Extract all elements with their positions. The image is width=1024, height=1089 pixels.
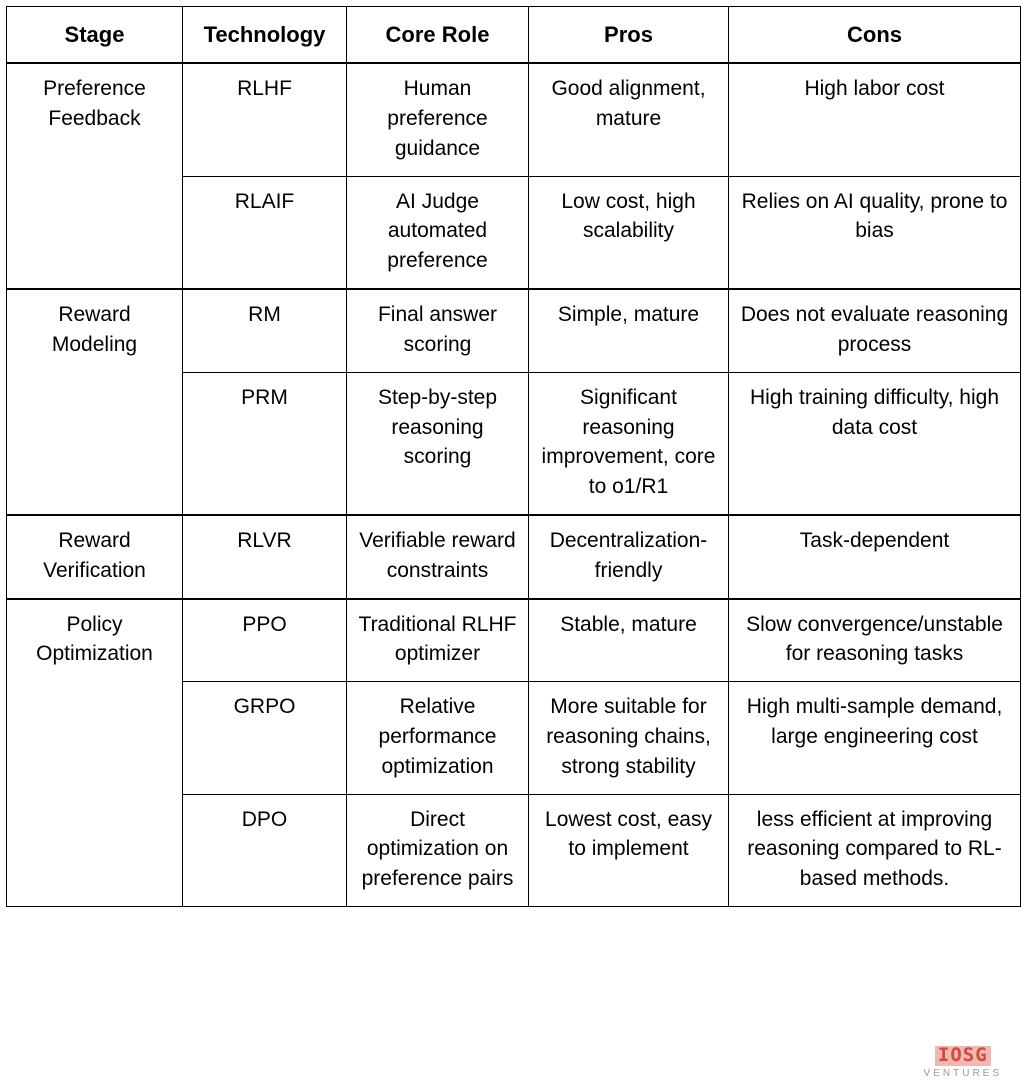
cell-core-role: AI Judge automated preference: [347, 176, 529, 289]
cell-pros: More suitable for reasoning chains, strong stability: [529, 682, 729, 794]
cell-technology: RLAIF: [183, 176, 347, 289]
cell-stage: Reward Modeling: [7, 289, 183, 515]
watermark-logo: [924, 1046, 1002, 1079]
cell-technology: RM: [183, 289, 347, 372]
cell-core-role: Relative performance optimization: [347, 682, 529, 794]
cell-core-role: Direct optimization on preference pairs: [347, 794, 529, 906]
cell-core-role: Verifiable reward constraints: [347, 515, 529, 599]
column-header-stage: Stage: [7, 7, 183, 64]
cell-technology: RLVR: [183, 515, 347, 599]
cell-cons: Slow convergence/unstable for reasoning tasks: [729, 599, 1021, 682]
cell-stage: Preference Feedback: [7, 63, 183, 289]
cell-cons: less efficient at improving reasoning compared to RL-based methods.: [729, 794, 1021, 906]
cell-pros: Lowest cost, easy to implement: [529, 794, 729, 906]
cell-core-role: Human preference guidance: [347, 63, 529, 176]
column-header-technology: Technology: [183, 7, 347, 64]
cell-pros: Significant reasoning improvement, core to o1/R1: [529, 372, 729, 515]
table-header: [7, 7, 1021, 64]
cell-cons: High multi-sample demand, large engineering cost: [729, 682, 1021, 794]
table-row: [7, 599, 1021, 682]
watermark-logo-subtitle: VENTURES: [923, 1068, 1002, 1079]
cell-pros: Decentralization-friendly: [529, 515, 729, 599]
table-body: [7, 63, 1021, 906]
table-row: [7, 515, 1021, 599]
table-row: [7, 289, 1021, 372]
cell-stage: Policy Optimization: [7, 599, 183, 907]
cell-technology: GRPO: [183, 682, 347, 794]
cell-technology: PRM: [183, 372, 347, 515]
cell-cons: Does not evaluate reasoning process: [729, 289, 1021, 372]
cell-cons: Task-dependent: [729, 515, 1021, 599]
column-header-core-role: Core Role: [347, 7, 529, 64]
cell-cons: Relies on AI quality, prone to bias: [729, 176, 1021, 289]
cell-cons: High training difficulty, high data cost: [729, 372, 1021, 515]
rl-technology-comparison-table: [6, 6, 1021, 907]
column-header-cons: Cons: [729, 7, 1021, 64]
cell-pros: Simple, mature: [529, 289, 729, 372]
cell-pros: Good alignment, mature: [529, 63, 729, 176]
watermark-logo-mark: IOSG: [935, 1046, 991, 1066]
cell-core-role: Step-by-step reasoning scoring: [347, 372, 529, 515]
table-header-row: [7, 7, 1021, 64]
cell-pros: Stable, mature: [529, 599, 729, 682]
table-row: [7, 63, 1021, 176]
cell-cons: High labor cost: [729, 63, 1021, 176]
cell-core-role: Traditional RLHF optimizer: [347, 599, 529, 682]
cell-technology: DPO: [183, 794, 347, 906]
cell-core-role: Final answer scoring: [347, 289, 529, 372]
cell-technology: PPO: [183, 599, 347, 682]
cell-pros: Low cost, high scalability: [529, 176, 729, 289]
column-header-pros: Pros: [529, 7, 729, 64]
cell-technology: RLHF: [183, 63, 347, 176]
cell-stage: Reward Verification: [7, 515, 183, 599]
